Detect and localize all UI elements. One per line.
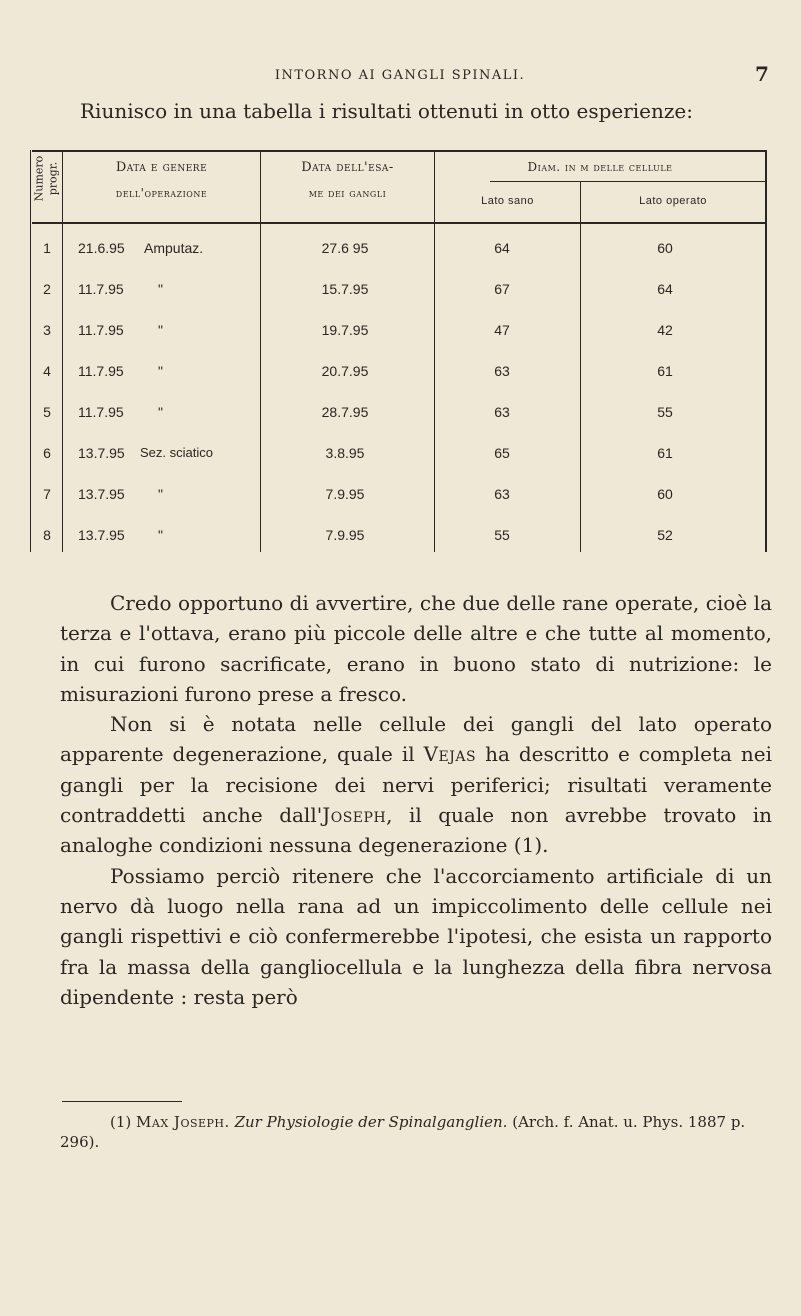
footnote-marker: (1) [110,1113,132,1131]
diam-operato: 60 [657,240,673,256]
diam-operato: 61 [657,445,673,461]
header-operazione: dell'operazione [115,186,208,200]
operation-type: Amputaz. [144,240,204,256]
diam-operato: 64 [657,281,673,297]
footnote-title: Zur Physiologie der Spinalganglien. [234,1113,508,1131]
operation-date: 11.7.95 [78,404,124,420]
exam-date: 7.9.95 [325,527,365,543]
footnote-reference: (Arch. f. Anat. u. Phys. 1887 p. 296). [60,1113,746,1151]
operation-type: Sez. sciatico [140,445,213,460]
results-table [32,150,767,552]
body-text [60,588,772,1012]
row-number: 8 [43,527,51,543]
diam-operato: 42 [657,322,673,338]
operation-date: 13.7.95 [78,445,125,461]
paragraph: Credo opportuno di avvertire, che due delle rane operate, cioè la terza e l'ottava, erano più piccole delle altre e che tutte al momento, in cui furono sacrificate, erano in buono stato di nutrizione: le misurazioni furono prese a fresco. [60,591,772,706]
diam-operato: 55 [657,404,673,420]
operation-date: 11.7.95 [78,281,124,297]
footnote [60,1112,772,1152]
operation-type: " [158,281,163,297]
running-head: INTORNO AI GANGLI SPINALI. [274,68,526,83]
diam-sano: 47 [494,322,510,338]
header-data-genere: Data e genere [115,160,208,175]
header-diametro: Diam. in μ delle cellule [527,160,673,174]
author-name: Joseph [322,803,387,828]
header-lato-sano: Lato sano [481,195,534,207]
diam-sano: 63 [494,404,510,420]
exam-date: 27.6 95 [321,240,369,256]
header-lato-operato: Lato operato [639,195,707,207]
footnote-rule [62,1101,182,1102]
row-number: 5 [43,404,51,420]
diam-sano: 65 [494,445,510,461]
page-number: 7 [755,62,769,86]
operation-type: " [158,322,163,338]
header-numero: Numero [32,155,46,202]
row-number: 2 [43,281,51,297]
diam-sano: 67 [494,281,510,297]
exam-date: 20.7.95 [321,363,369,379]
diam-operato: 52 [657,527,673,543]
footnote-author: Max Joseph. [136,1113,230,1131]
operation-type: " [158,363,163,379]
row-number: 4 [43,363,51,379]
operation-type: " [158,404,163,420]
paragraph: Non si è notata nelle cellule dei gangli del lato operato apparente degenerazione, quale il Vejas ha descritto e completa nei gangli per la recisione dei nervi periferici; risultati veramente contraddetti anche dall'Joseph, il quale non avrebbe trovato in analoghe condizioni nessuna degenerazione (1). [60,712,773,858]
operation-type: " [158,486,163,502]
diam-sano: 63 [494,486,510,502]
row-number: 7 [43,486,51,502]
header-data-esame: Data dell'esa- [301,160,394,175]
operation-date: 13.7.95 [78,486,125,502]
header-progr: progr. [46,161,60,196]
intro-text: Riunisco in una tabella i risultati ottenuti in otto esperienze: [80,99,694,123]
exam-date: 3.8.95 [325,445,365,461]
operation-type: " [158,527,163,543]
operation-date: 11.7.95 [78,363,124,379]
header-gangli: me dei gangli [308,186,387,200]
diam-sano: 63 [494,363,510,379]
operation-date: 11.7.95 [78,322,124,338]
row-number: 1 [43,240,51,256]
diam-sano: 55 [494,527,510,543]
row-number: 3 [43,322,51,338]
paragraph: Possiamo perciò ritenere che l'accorciamento artificiale di un nervo dà luogo nella rana ad un impiccolimento delle cellule nei gangli rispettivi e ciò confermerebbe l'ipotesi, che esista un rapporto fra la massa della gangliocellula e la lunghezza della fibra nervosa dipendente : resta però [60,863,772,1009]
diam-operato: 61 [657,363,673,379]
diam-sano: 64 [494,240,510,256]
exam-date: 15.7.95 [321,281,369,297]
operation-date: 21.6.95 [78,240,125,256]
operation-date: 13.7.95 [78,527,125,543]
author-name: Vejas [423,742,477,767]
exam-date: 7.9.95 [325,486,365,502]
diam-operato: 60 [657,486,673,502]
row-number: 6 [43,445,51,461]
exam-date: 28.7.95 [321,404,369,420]
exam-date: 19.7.95 [321,322,369,338]
